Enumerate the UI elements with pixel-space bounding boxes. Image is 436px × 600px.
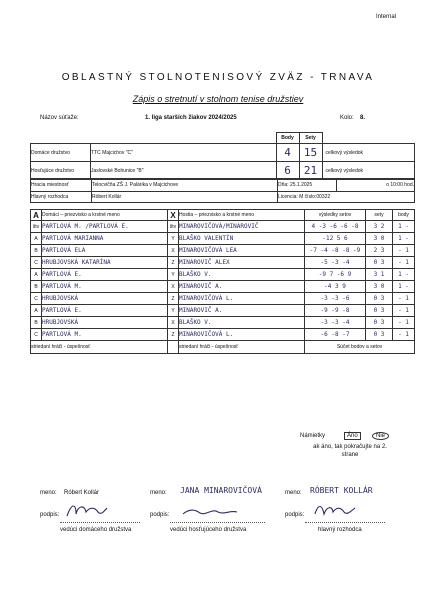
col-guest-player: Hostia – priezvisko a krstné meno [179,210,305,221]
time-at: o [386,182,389,188]
date-value: 25.1.2025 [289,182,313,188]
points-score: - 1 [393,245,415,257]
side-letter: A [31,233,42,245]
guest-side-letter: Y [168,233,179,245]
sets-score: 2 3 [366,245,393,257]
set-results: -12 5 6 [305,233,366,245]
set-results: -6 -8 -7 [305,329,366,341]
set-results: -7 -4 -8 -8 -9 [305,245,366,257]
referee-value: Róbert Kollár [92,192,278,203]
side-letter: B [31,317,42,329]
points-score: 1 - [393,281,415,293]
guest-side-letter: Z [168,257,179,269]
match-row [31,257,415,269]
sets-score: 3 0 [366,281,393,293]
sets-header: Sety [299,133,322,144]
home-leader-name: Róbert Kollár [64,490,100,496]
guest-player: MINAROVIČOVÁ L. [179,329,305,341]
guest-player: MINAROVIČ ALEX [179,257,305,269]
col-sets: sety [366,210,393,221]
home-substitute-label: striedaní hráči - úspešnosť [31,341,168,354]
guest-leader-title: vedúci hosťujúceho družstva [170,527,247,533]
round-label: Kolo: [340,115,354,121]
sets-score: 0 3 [366,305,393,317]
points-score: 1 - [393,269,415,281]
time-unit: hod. [404,182,414,188]
guest-points: 6 [276,162,299,180]
side-letter: štv [31,221,42,233]
set-results: -9 7 -6 9 [305,269,366,281]
guest-player: MINAROVIČOVÁ L. [179,293,305,305]
guest-total-result: celkový výsledok [322,162,415,180]
competition-label: Názov súťaže: [40,115,79,121]
guest-side-letter: Z [168,293,179,305]
guest-leader-name: JANA MINAROVIČOVÁ [180,486,262,495]
home-player: HRUBJOVSKÁ [42,317,168,329]
match-row [31,305,415,317]
referee-signature-line [305,522,385,523]
side-letter: B [31,281,42,293]
guest-signature-line [170,522,265,523]
referee-title: hlavný rozhodca [318,527,362,533]
guest-player: MINAROVIČOVÁ LEA [179,245,305,257]
venue-label: Hracia miestnosť [31,179,92,192]
side-letter: C [31,329,42,341]
guest-player: BLAŠKO V. [179,269,305,281]
sets-score: 3 2 [366,221,393,233]
set-results: -3 -3 -6 [305,293,366,305]
sets-score: 0 3 [366,329,393,341]
remarks-no[interactable]: Nie [372,432,389,440]
license-label: Licencia: [278,194,298,200]
match-row [31,293,415,305]
license-value: M číslo:00322 [299,194,331,200]
side-letter: B [31,245,42,257]
side-letter: C [31,257,42,269]
set-results: 4 -3 -6 -6 -8 [305,221,366,233]
remarks-yes[interactable]: Áno [344,432,361,440]
date-label: Dňa: [278,182,289,188]
guest-side-letter: X [168,281,179,293]
home-player: HRUBJOVSKÁ KATARÍNA [42,257,168,269]
col-a: A [31,210,42,221]
col-x: X [168,210,179,221]
match-row [31,233,415,245]
match-row [31,281,415,293]
home-total-result: celkový výsledok [322,144,415,162]
competition-value: 1. liga starších žiakov 2024/2025 [145,115,237,121]
points-score: - 1 [393,293,415,305]
sum-label: Súčet bodov a setov [305,341,415,354]
home-leader-title: vedúci domáceho družstva [60,527,132,533]
guest-name-label: meno: [150,490,167,496]
matches-table [30,209,415,354]
guest-side-letter: Y [168,305,179,317]
match-row [31,317,415,329]
home-player: PARTLOVÁ E. [42,305,168,317]
home-player: PARTLOVÁ ELA [42,245,168,257]
home-signature-line [60,522,140,523]
match-row [31,221,415,233]
side-letter: A [31,305,42,317]
points-score: - 1 [393,317,415,329]
sets-score: 0 3 [366,317,393,329]
set-results: -5 -3 -4 [305,257,366,269]
sets-score: 0 3 [366,293,393,305]
points-header: Body [276,133,299,144]
sets-score: 0 3 [366,257,393,269]
guest-side-letter: Y [168,269,179,281]
guest-player: MINAROVIČOVÁ/MINAROVIČ [179,221,305,233]
guest-player: BLAŠKO V. [179,317,305,329]
match-row [31,269,415,281]
venue-value: Telocvičňa ZŠ J. Palárika v Majcichove [92,179,278,192]
points-score: - 1 [393,305,415,317]
round-value: 8. [360,115,366,121]
home-player: PARTLOVÁ M. [42,329,168,341]
guest-player: BLAŠKO VALENTÍN [179,233,305,245]
home-team: TTC Majcichov "C" [91,144,277,162]
side-letter: A [31,269,42,281]
guest-side-letter: štv [168,221,179,233]
guest-sets: 21 [299,162,322,180]
points-score: 1 - [393,221,415,233]
home-player: PARTLOVÁ E. [42,269,168,281]
points-score: 1 - [393,233,415,245]
home-sets: 15 [299,144,322,162]
referee-label: Hlavný rozhodca [31,192,92,203]
sets-score: 3 1 [366,269,393,281]
referee-sign-name: RÓBERT KOLLÁR [310,486,373,495]
remarks-note: ak áno, tak pokračujte na 2. strane [313,444,387,458]
match-row [31,329,415,341]
org-title: OBLASTNÝ STOLNOTENISOVÝ ZVÄZ - TRNAVA [61,72,375,83]
guest-label: Hosťujúce družstvo [31,162,91,180]
guest-substitute-label: striedaní hráči - úspešnosť [179,341,305,354]
guest-side-letter: X [168,245,179,257]
set-results: -4 3 9 [305,281,366,293]
header-table [30,132,415,180]
points-score: - 1 [393,329,415,341]
col-home-player: Domáci – priezvisko a krstné meno [42,210,168,221]
home-leader-signature [64,500,109,522]
guest-side-letter: Z [168,329,179,341]
guest-team: Jaslovské Bohunice "B" [91,162,277,180]
match-row [31,245,415,257]
home-player: PARTLOVÁ M. /PARTLOVÁ E. [42,221,168,233]
remarks-label: Námietky [300,433,326,439]
col-results: výsledky setov [305,210,366,221]
guest-player: MINAROVIČ A. [179,305,305,317]
home-points: 4 [276,144,299,162]
set-results: -9 -9 -8 [305,305,366,317]
guest-leader-signature [180,504,240,518]
sets-score: 3 0 [366,233,393,245]
side-letter: C [31,293,42,305]
points-score: - 1 [393,257,415,269]
referee-signature-label: podpis: [285,512,305,518]
home-player: HRUBJOVSKÁ [42,293,168,305]
home-signature-label: podpis: [40,512,60,518]
venue-table [30,178,415,203]
time-value: 10:00 [390,182,403,188]
guest-player: MINAROVIČ A. [179,281,305,293]
set-results: -3 -3 -4 [305,317,366,329]
col-points: body [393,210,415,221]
referee-signature [312,500,357,522]
home-player: PARTLOVÁ M. [42,281,168,293]
internal-label: Internal [375,14,396,20]
subtitle: Zápis o stretnutí v stolnom tenise družstiev [132,94,304,104]
guest-signature-label: podpis: [150,512,170,518]
home-player: PARTLOVÁ MARIANNA [42,233,168,245]
referee-name-label: meno: [285,490,302,496]
guest-side-letter: X [168,317,179,329]
home-name-label: meno: [40,490,57,496]
home-label: Domáce družstvo [31,144,91,162]
